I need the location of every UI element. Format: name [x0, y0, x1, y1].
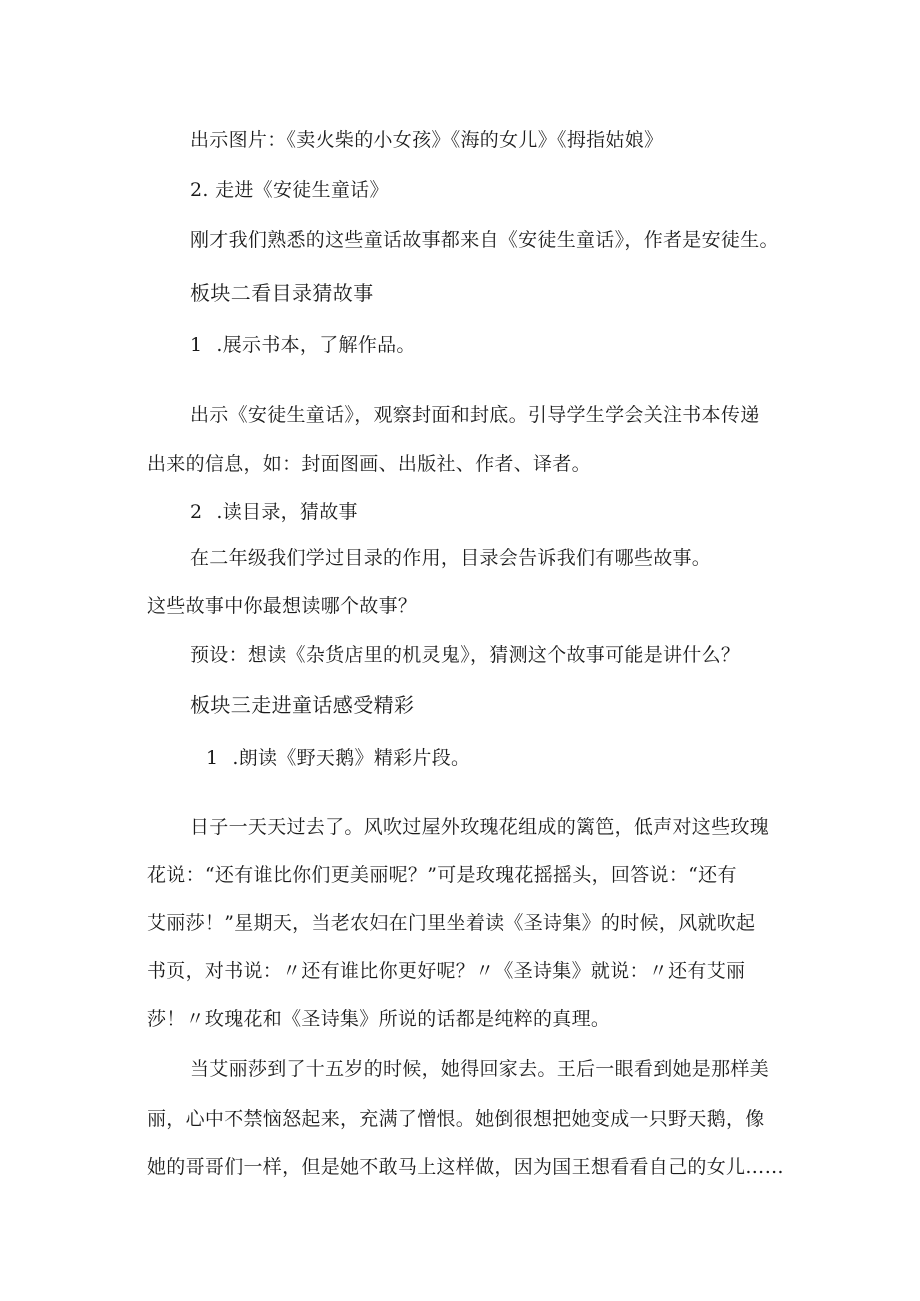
quote-1-line-3: 艾丽莎！”星期天，当老农妇在门里坐着读《圣诗集》的时候，风就吹起 — [147, 912, 756, 934]
paragraph-1-line-1: 出示《安徒生童话》，观察封面和封底。引导学生学会关注书本传递 — [190, 404, 760, 426]
section-2-item-2 — [190, 500, 358, 524]
quote-1-line-4: 书页，对书说：〃还有谁比你更好呢？〃《圣诗集》就说：〃还有艾丽 — [147, 960, 746, 982]
show-pictures-line: 出示图片：《卖火柴的小女孩》《海的女儿》《拇指姑娘》 — [190, 129, 664, 151]
quote-2-line-1: 当艾丽莎到了十五岁的时候，她得回家去。王后一眼看到她是那样美 — [190, 1058, 770, 1080]
section-2-title: 板块二看目录猜故事 — [190, 281, 374, 305]
quote-1-line-1: 日子一天天过去了。风吹过屋外玫瑰花组成的篱笆，低声对这些玫瑰 — [190, 816, 770, 838]
item-text: .读目录，猜故事 — [216, 501, 358, 523]
paragraph-2-line-2: 这些故事中你最想读哪个故事？ — [147, 595, 418, 617]
quote-2-line-3: 她的哥哥们一样，但是她不敢马上这样做，因为国王想看看自己的女儿…… — [147, 1156, 784, 1178]
item-text: .朗读《野天鹅》精彩片段。 — [232, 747, 471, 769]
item-number: 1 — [190, 334, 203, 356]
quote-1-line-5: 莎！〃玫瑰花和《圣诗集》所说的话都是纯粹的真理。 — [147, 1008, 611, 1030]
item-number: 1 — [206, 747, 219, 769]
paragraph-2-line-1: 在二年级我们学过目录的作用，目录会告诉我们有哪些故事。 — [190, 547, 712, 569]
item-number: 2 — [190, 501, 203, 523]
section-3-title: 板块三走进童话感受精彩 — [190, 693, 415, 717]
author-intro-line: 刚才我们熟悉的这些童话故事都来自《安徒生童话》，作者是安徒生。 — [190, 229, 779, 251]
section-3-item-1 — [206, 746, 470, 770]
quote-1-line-2: 花说：“还有谁比你们更美丽呢？”可是玫瑰花摇摇头，回答说：“还有 — [147, 864, 737, 886]
quote-2-line-2: 丽，心中不禁恼怒起来，充满了憎恨。她倒很想把她变成一只野天鹅，像 — [147, 1108, 765, 1130]
section-2-item-1 — [190, 333, 416, 357]
step-2-heading: 2. 走进《安徒生童话》 — [190, 179, 389, 201]
item-text: .展示书本，了解作品。 — [216, 334, 416, 356]
paragraph-3-line-1: 预设：想读《杂货店里的机灵鬼》，猜测这个故事可能是讲什么？ — [190, 644, 741, 666]
paragraph-1-line-2: 出来的信息，如：封面图画、出版社、作者、译者。 — [147, 453, 591, 475]
